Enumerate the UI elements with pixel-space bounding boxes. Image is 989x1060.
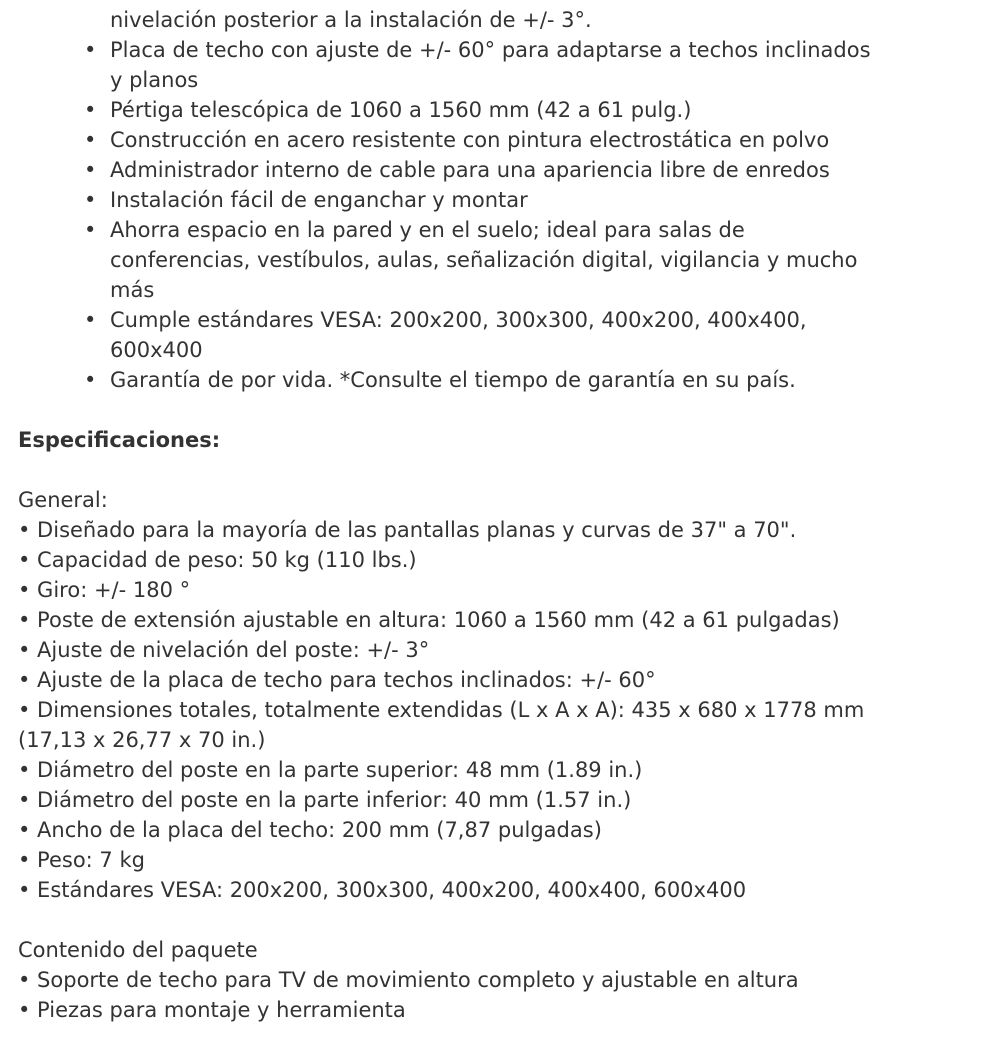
feature-item: Ahorra espacio en la pared y en el suelo; ideal para salas de	[110, 218, 745, 242]
bullet-icon: •	[84, 158, 97, 182]
feature-item: Cumple estándares VESA: 200x200, 300x300, 400x200, 400x400,	[110, 308, 807, 332]
feature-item-wrap: conferencias, vestíbulos, aulas, señalización digital, vigilancia y mucho	[110, 248, 858, 272]
spec-item: • Diseñado para la mayoría de las pantallas planas y curvas de 37" a 70".	[18, 518, 797, 542]
feature-item: Pértiga telescópica de 1060 a 1560 mm (42 a 61 pulg.)	[110, 98, 692, 122]
feature-item: Instalación fácil de enganchar y montar	[110, 188, 528, 212]
spec-item: • Peso: 7 kg	[18, 848, 145, 872]
spec-item: • Dimensiones totales, totalmente extendidas (L x A x A): 435 x 680 x 1778 mm	[18, 698, 865, 722]
general-label: General:	[18, 488, 108, 512]
spec-item: • Estándares VESA: 200x200, 300x300, 400x200, 400x400, 600x400	[18, 878, 747, 902]
package-label: Contenido del paquete	[18, 938, 258, 962]
feature-item-wrap: 600x400	[110, 338, 203, 362]
specs-heading: Especificaciones:	[18, 428, 221, 452]
feature-item: Placa de techo con ajuste de +/- 60° para adaptarse a techos inclinados	[110, 38, 871, 62]
feature-item: Administrador interno de cable para una apariencia libre de enredos	[110, 158, 830, 182]
spec-item: • Ajuste de la placa de techo para techos inclinados: +/- 60°	[18, 668, 656, 692]
bullet-icon: •	[84, 128, 97, 152]
feature-item-continuation: nivelación posterior a la instalación de +/- 3°.	[110, 8, 592, 32]
bullet-icon: •	[84, 38, 97, 62]
bullet-icon: •	[84, 368, 97, 392]
spec-item-wrap: (17,13 x 26,77 x 70 in.)	[18, 728, 266, 752]
spec-item: • Diámetro del poste en la parte superior: 48 mm (1.89 in.)	[18, 758, 643, 782]
spec-item: • Poste de extensión ajustable en altura: 1060 a 1560 mm (42 a 61 pulgadas)	[18, 608, 840, 632]
spec-item: • Diámetro del poste en la parte inferior: 40 mm (1.57 in.)	[18, 788, 632, 812]
package-item: • Soporte de techo para TV de movimiento completo y ajustable en altura	[18, 968, 799, 992]
bullet-icon: •	[84, 308, 97, 332]
spec-item: • Ajuste de nivelación del poste: +/- 3°	[18, 638, 430, 662]
bullet-icon: •	[84, 218, 97, 242]
spec-item: • Giro: +/- 180 °	[18, 578, 191, 602]
package-item: • Piezas para montaje y herramienta	[18, 998, 406, 1022]
feature-item: Garantía de por vida. *Consulte el tiempo de garantía en su país.	[110, 368, 796, 392]
feature-item-wrap: y planos	[110, 68, 199, 92]
spec-item: • Capacidad de peso: 50 kg (110 lbs.)	[18, 548, 417, 572]
spec-item: • Ancho de la placa del techo: 200 mm (7,87 pulgadas)	[18, 818, 602, 842]
feature-item: Construcción en acero resistente con pintura electrostática en polvo	[110, 128, 830, 152]
bullet-icon: •	[84, 98, 97, 122]
bullet-icon: •	[84, 188, 97, 212]
feature-item-wrap: más	[110, 278, 155, 302]
